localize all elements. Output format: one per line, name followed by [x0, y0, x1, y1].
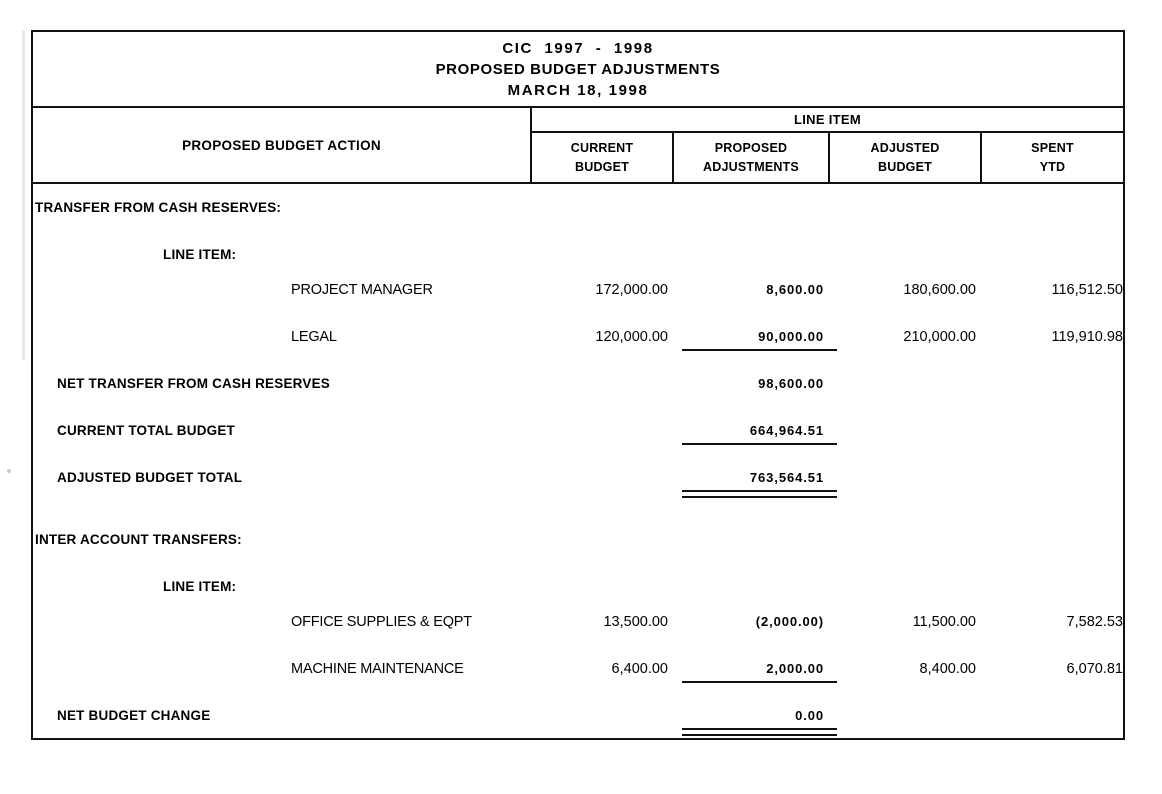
column-group-label-line-item: LINE ITEM — [532, 108, 1123, 133]
cell-adjusted-budget: 210,000.00 — [903, 329, 976, 345]
table-row — [33, 609, 1123, 635]
column-header-line2: BUDGET — [575, 159, 629, 174]
column-header-line1: CURRENT — [570, 140, 634, 155]
cell-spent-ytd: 119,910.98 — [1051, 329, 1123, 345]
title-line-date: MARCH 18, 1998 — [507, 82, 649, 99]
total-label-net-budget-change: NET BUDGET CHANGE — [57, 708, 211, 723]
scan-speck — [7, 469, 11, 473]
cell-adjusted-budget: 8,400.00 — [919, 661, 976, 677]
table-header — [33, 108, 1123, 184]
column-header-adjusted-budget — [830, 133, 982, 182]
scan-edge-streak — [22, 30, 25, 360]
cell-spent-ytd: 6,070.81 — [1066, 661, 1123, 677]
total-label-current-total-budget: CURRENT TOTAL BUDGET — [57, 423, 235, 438]
total-row — [33, 465, 1123, 491]
cell-current-budget: 172,000.00 — [595, 282, 668, 298]
column-header-spent-ytd — [982, 133, 1123, 182]
total-row — [33, 418, 1123, 444]
total-label-adjusted-budget-total: ADJUSTED BUDGET TOTAL — [57, 470, 243, 485]
cell-adjusted-budget: 180,600.00 — [903, 282, 976, 298]
column-header-current-budget — [532, 133, 674, 182]
cell-spent-ytd: 7,582.53 — [1066, 614, 1123, 630]
line-item-column-group — [532, 108, 1123, 182]
subtotal-rule — [682, 349, 837, 351]
grand-total-rule — [682, 490, 837, 498]
total-label-net-transfer: NET TRANSFER FROM CASH RESERVES — [57, 376, 330, 391]
total-row — [33, 371, 1123, 397]
table-row — [33, 324, 1123, 350]
total-rule — [682, 443, 837, 445]
column-header-proposed-budget-action: PROPOSED BUDGET ACTION — [33, 108, 532, 182]
column-header-line2: ADJUSTMENTS — [703, 159, 799, 174]
cell-proposed-adjustments: 8,600.00 — [766, 282, 824, 297]
budget-adjustments-table — [31, 30, 1125, 740]
column-header-row — [532, 133, 1123, 182]
cell-current-budget: 13,500.00 — [603, 614, 668, 630]
column-header-line1: SPENT — [1031, 140, 1074, 155]
total-value-current-total-budget: 664,964.51 — [749, 423, 824, 438]
cell-current-budget: 6,400.00 — [611, 661, 668, 677]
cell-current-budget: 120,000.00 — [595, 329, 668, 345]
line-item-name: OFFICE SUPPLIES & EQPT — [291, 614, 472, 630]
sub-heading-line-item: LINE ITEM: — [163, 579, 237, 594]
title-line-fiscal-year: CIC 1997 - 1998 — [502, 40, 654, 57]
total-row — [33, 703, 1123, 729]
cell-proposed-adjustments: 90,000.00 — [758, 329, 824, 344]
table-row — [33, 277, 1123, 303]
total-value-adjusted-budget-total: 763,564.51 — [749, 470, 824, 485]
column-header-line2: YTD — [1039, 159, 1066, 174]
table-body — [33, 184, 1123, 762]
section-heading-row — [33, 527, 1123, 553]
cell-spent-ytd: 116,512.50 — [1051, 282, 1123, 298]
subtotal-rule — [682, 681, 837, 683]
section-heading-inter-account-transfers: INTER ACCOUNT TRANSFERS: — [35, 532, 242, 547]
sub-heading-row — [33, 574, 1123, 600]
column-header-line1: PROPOSED — [714, 140, 788, 155]
table-row — [33, 656, 1123, 682]
line-item-name: LEGAL — [291, 329, 337, 345]
line-item-name: PROJECT MANAGER — [291, 282, 433, 298]
cell-proposed-adjustments: (2,000.00) — [755, 614, 824, 629]
document-title-block — [33, 32, 1123, 108]
section-heading-row — [33, 195, 1123, 221]
total-value-net-budget-change: 0.00 — [795, 708, 824, 723]
section-heading-transfer-from-cash-reserves: TRANSFER FROM CASH RESERVES: — [35, 200, 282, 215]
total-value-net-transfer: 98,600.00 — [758, 376, 824, 391]
line-item-name: MACHINE MAINTENANCE — [291, 661, 464, 677]
cell-adjusted-budget: 11,500.00 — [912, 614, 976, 630]
cell-proposed-adjustments: 2,000.00 — [766, 661, 824, 676]
sub-heading-line-item: LINE ITEM: — [163, 247, 237, 262]
grand-total-rule — [682, 728, 837, 736]
sub-heading-row — [33, 242, 1123, 268]
column-header-proposed-adjustments — [674, 133, 830, 182]
title-line-subject: PROPOSED BUDGET ADJUSTMENTS — [435, 61, 721, 78]
column-header-line1: ADJUSTED — [870, 140, 940, 155]
column-header-line2: BUDGET — [878, 159, 932, 174]
